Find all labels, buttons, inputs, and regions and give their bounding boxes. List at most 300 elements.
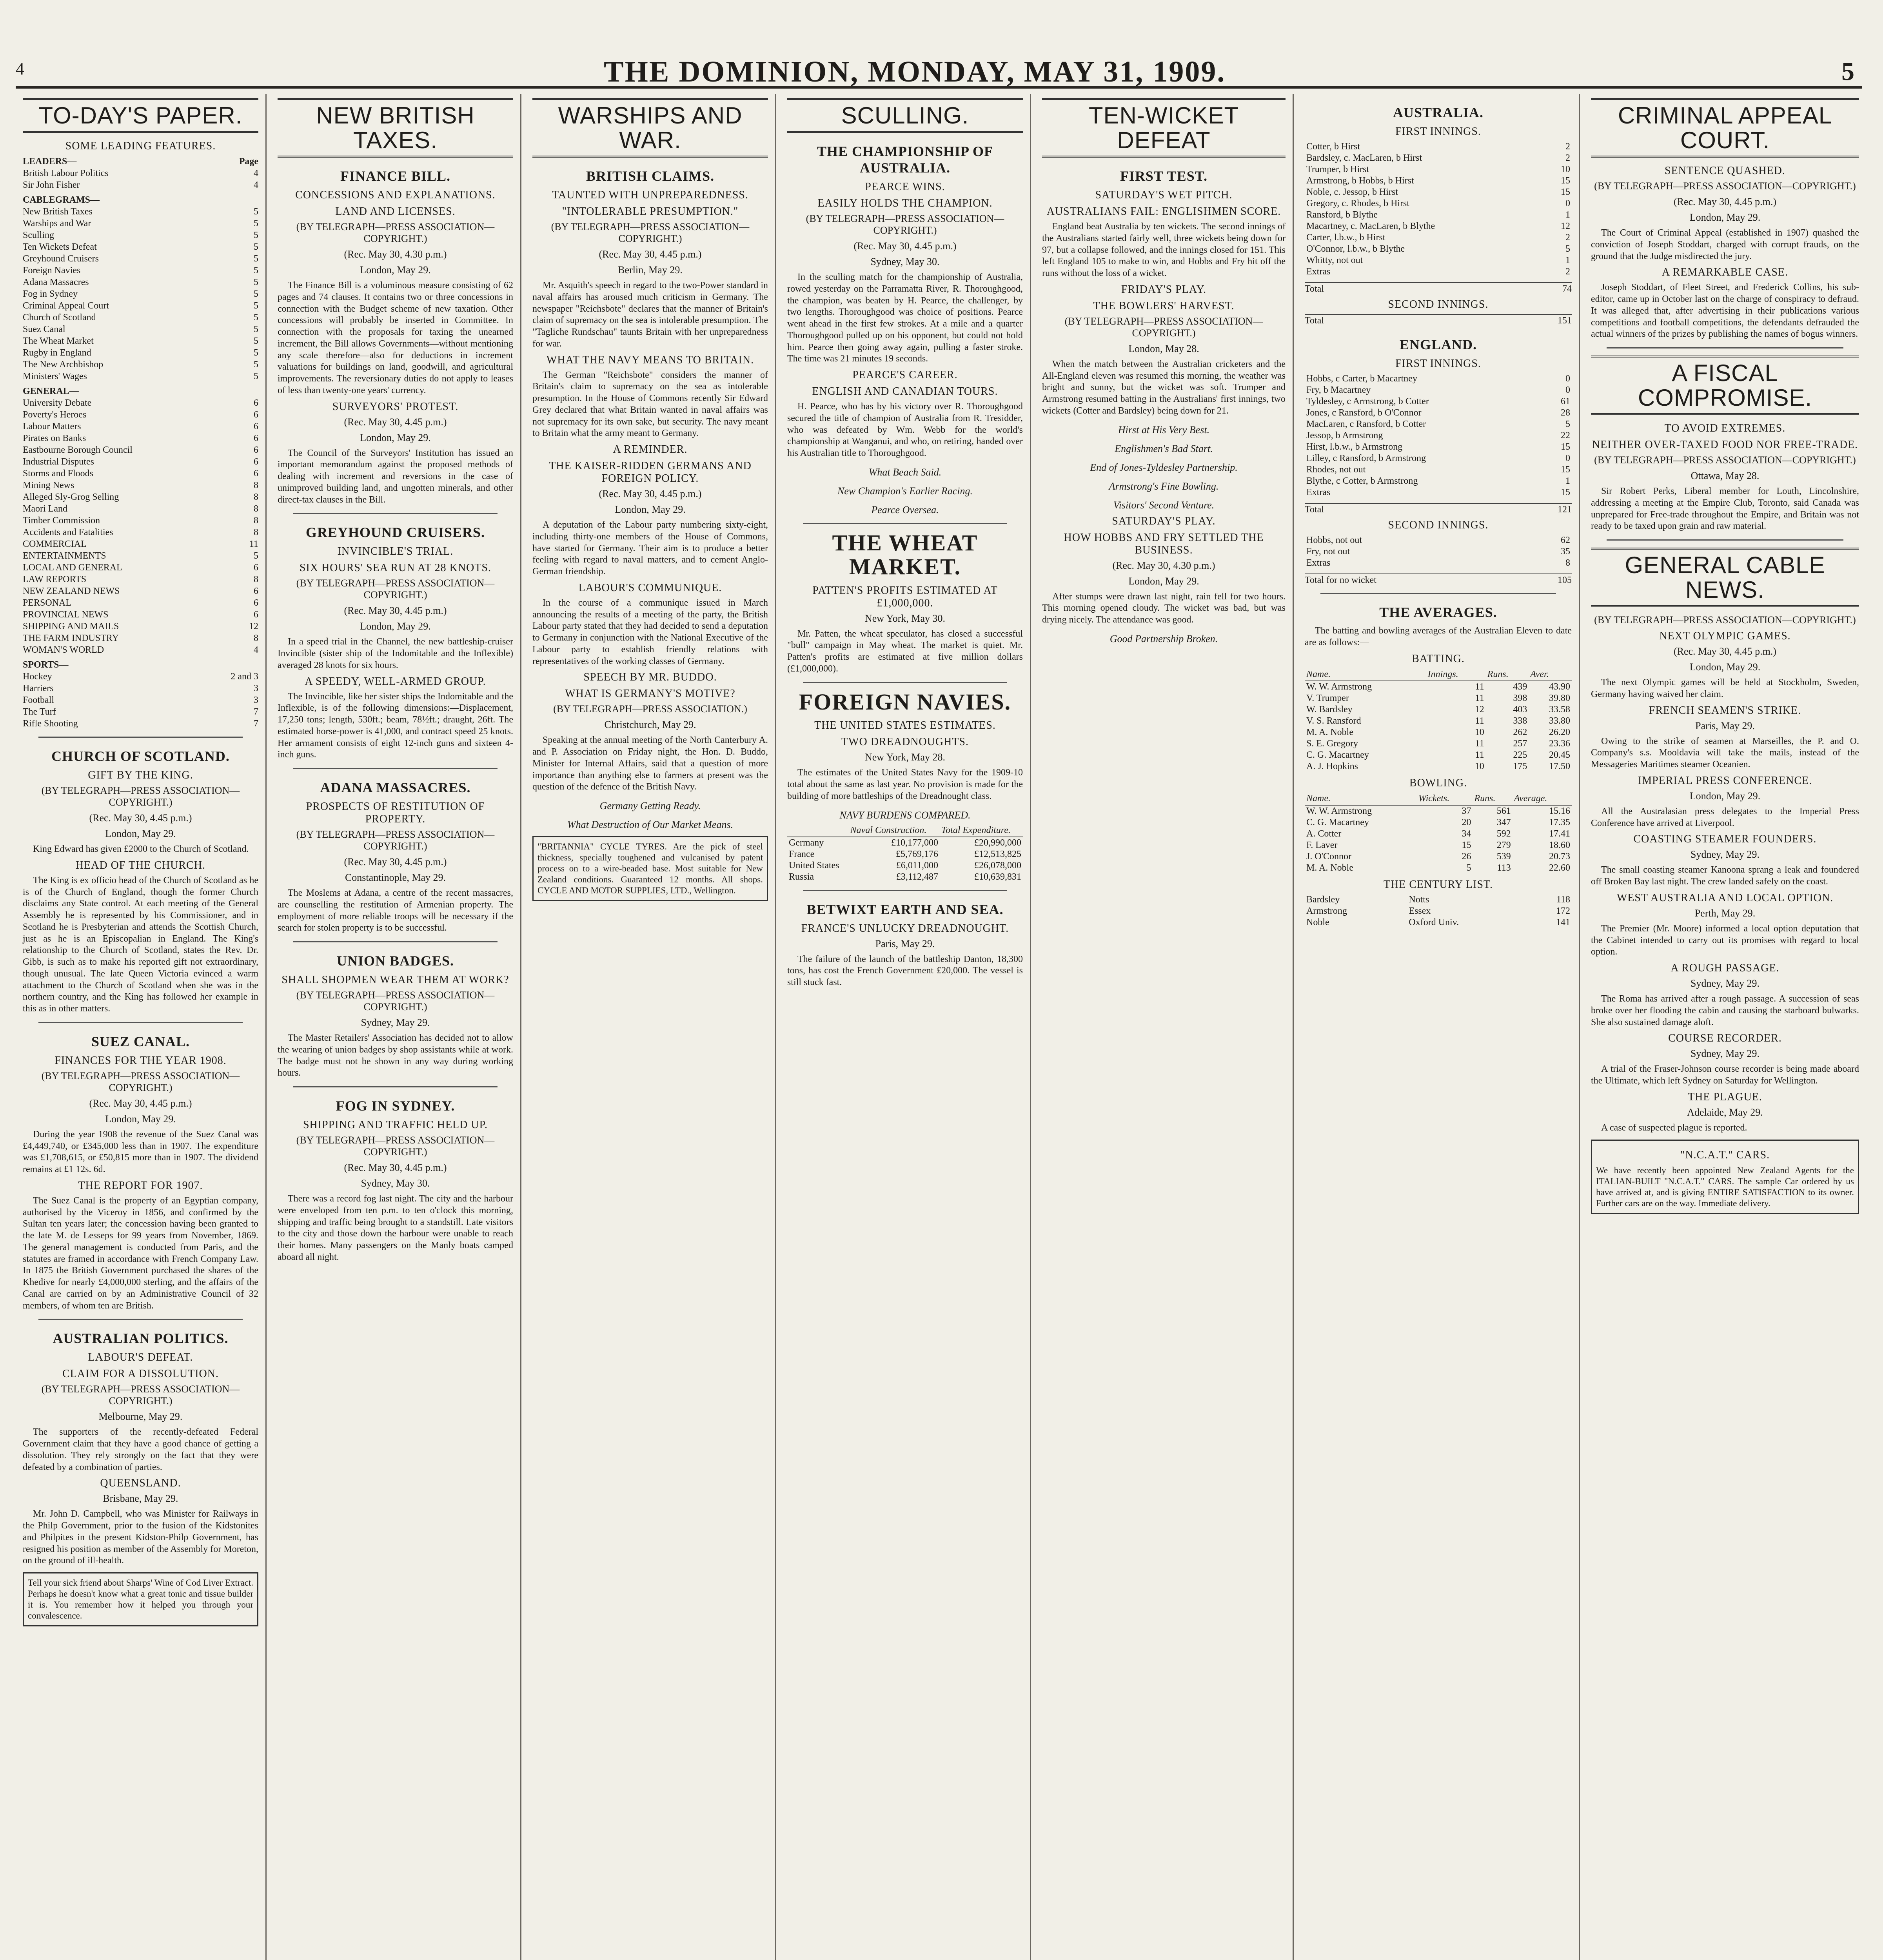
divider bbox=[1607, 347, 1843, 348]
table-header-row bbox=[787, 824, 1023, 837]
table-cell: 22.60 bbox=[1549, 862, 1570, 873]
contents-item-page: 7 bbox=[254, 707, 258, 717]
table-cell: 175 bbox=[1513, 761, 1527, 771]
table-cell: Trumper, b Hirst bbox=[1306, 164, 1369, 174]
table-header-cell: Wickets. bbox=[1417, 793, 1473, 805]
table-cell: Essex bbox=[1409, 906, 1431, 916]
table-cell: 262 bbox=[1513, 727, 1527, 737]
sculling-sub1b: PEARCE WINS. bbox=[865, 181, 945, 193]
contents-item-label: Ten Wickets Defeat bbox=[23, 242, 97, 252]
contents-item-page: 6 bbox=[254, 468, 258, 479]
plague-body: A case of suspected plague is reported. bbox=[1601, 1122, 1747, 1133]
contents-item-label: Rugby in England bbox=[23, 348, 91, 358]
masthead bbox=[16, 55, 1862, 89]
table-cell: 11 bbox=[1475, 750, 1484, 760]
contents-list bbox=[23, 156, 258, 730]
contents-item-label: Labour Matters bbox=[23, 421, 81, 432]
church-sub2: HEAD OF THE CHURCH. bbox=[75, 859, 206, 871]
table-cell: France bbox=[789, 849, 815, 859]
contents-item-page: 5 bbox=[254, 359, 258, 370]
table-cell: Hirst, l.b.w., b Armstrong bbox=[1306, 442, 1403, 452]
table-cell: W. W. Armstrong bbox=[1306, 681, 1372, 692]
table-row bbox=[1305, 187, 1572, 198]
table-cell: 1 bbox=[1565, 255, 1570, 265]
table-header-cell: Runs. bbox=[1486, 668, 1529, 681]
table-row bbox=[1305, 475, 1572, 487]
table-cell: 43.90 bbox=[1549, 681, 1570, 692]
table-cell: 39.80 bbox=[1549, 693, 1570, 703]
table-cell: 15 bbox=[1462, 840, 1471, 850]
divider bbox=[803, 523, 1007, 524]
contents-item-page: 8 bbox=[254, 574, 258, 584]
table-cell: 403 bbox=[1513, 704, 1527, 715]
table-cell: 338 bbox=[1513, 715, 1527, 726]
table-cell: Lilley, c Ransford, b Armstrong bbox=[1306, 453, 1426, 463]
table-row bbox=[1305, 715, 1572, 727]
warships-sub4b: THE KAISER-RIDDEN GERMANS AND FOREIGN POLICY. bbox=[549, 460, 752, 485]
table-row bbox=[1305, 430, 1572, 441]
table-row bbox=[1305, 266, 1572, 278]
fridays-play-body: When the match between the Australian cricketers and the All-England eleven was resumed this morning, the weather was bright and sunny, but the wicket was soft. Trumper and Armstrong resumed batting in the Australians' first innings, two wickets (Cotter and Bardsley) being down for 21. bbox=[1042, 359, 1286, 416]
table-cell: 5 bbox=[1466, 862, 1471, 873]
table-cell: £20,990,000 bbox=[974, 837, 1021, 848]
total-label: Total for no wicket bbox=[1305, 575, 1376, 585]
table-cell: 15 bbox=[1561, 176, 1570, 186]
contents-item-page: 7 bbox=[254, 719, 258, 729]
church-heading: CHURCH OF SCOTLAND. bbox=[51, 748, 230, 764]
contents-item bbox=[23, 265, 258, 276]
fog-credit: (BY TELEGRAPH—PRESS ASSOCIATION—COPYRIGHT.) bbox=[296, 1134, 495, 1158]
table-row bbox=[1305, 141, 1572, 152]
wheat-market-body: Mr. Patten, the wheat speculator, has closed a successful "bull" campaign in May wheat. The market is quiet. Mr. Patten's profits are estimated at five million dollars (£1,000,000). bbox=[787, 628, 1023, 674]
contents-item-label: LAW REPORTS bbox=[23, 574, 87, 584]
australian-politics-sub1b: CLAIM FOR A DISSOLUTION. bbox=[62, 1368, 219, 1380]
table-cell: Ransford, b Blythe bbox=[1306, 210, 1378, 220]
contents-item-page: 5 bbox=[254, 324, 258, 334]
contents-item bbox=[23, 229, 258, 241]
press-conference-heading: IMPERIAL PRESS CONFERENCE. bbox=[1638, 774, 1812, 787]
seamen-strike-heading: FRENCH SEAMEN'S STRIKE. bbox=[1649, 704, 1801, 717]
table-cell: 20 bbox=[1462, 817, 1471, 828]
sculling-sub2: EASILY HOLDS THE CHAMPION. bbox=[817, 197, 993, 209]
table-cell: 26.20 bbox=[1549, 727, 1570, 737]
seamen-strike-dateline: Paris, May 29. bbox=[1695, 720, 1755, 731]
cricket-sub6: End of Jones-Tyldesley Partnership. bbox=[1090, 461, 1238, 473]
table-cell: Extras bbox=[1306, 267, 1331, 277]
warships-body6: Speaking at the annual meeting of the North Canterbury A. and P. Association on Friday night, the Hon. D. Buddo, Minister for Internal Affairs, said that a question of more importance than anything else to farmers at present was the question of the defence of the British Navy. bbox=[532, 735, 768, 792]
contents-item bbox=[23, 621, 258, 632]
contents-item bbox=[23, 468, 258, 479]
table-cell: 18.60 bbox=[1549, 840, 1570, 850]
contents-item-label: British Labour Politics bbox=[23, 168, 109, 178]
contents-item bbox=[23, 550, 258, 562]
scoreboard-aus-title: AUSTRALIA. bbox=[1393, 105, 1484, 120]
table-cell: 2 bbox=[1565, 267, 1570, 277]
greyhound-sub2: A SPEEDY, WELL-ARMED GROUP. bbox=[305, 675, 486, 688]
table-cell: Notts bbox=[1409, 894, 1429, 905]
saturdays-play-sub: HOW HOBBS AND FRY SETTLED THE BUSINESS. bbox=[1064, 531, 1264, 556]
contents-item-label: WOMAN'S WORLD bbox=[23, 645, 104, 655]
table-cell: 11 bbox=[1475, 738, 1484, 749]
table-row bbox=[1305, 704, 1572, 715]
cricket-sub5: Englishmen's Bad Start. bbox=[1115, 443, 1213, 454]
contents-item-label: PERSONAL bbox=[23, 598, 72, 608]
table-cell: Fry, b Macartney bbox=[1306, 385, 1371, 395]
remarkable-case-heading: A REMARKABLE CASE. bbox=[1661, 266, 1789, 279]
contents-item-label: Sculling bbox=[23, 230, 54, 240]
contents-item-label: Adana Massacres bbox=[23, 277, 89, 287]
contents-item-page: 6 bbox=[254, 598, 258, 608]
contents-item-label: CABLEGRAMS— bbox=[23, 195, 100, 205]
table-cell: Cotter, b Hirst bbox=[1306, 142, 1360, 152]
contents-item-page: 5 bbox=[254, 312, 258, 323]
warships-body4: A deputation of the Labour party numbering sixty-eight, including thirty-one members of the House of Commons, have started for Germany. Their aim is to produce a better feeling with regard to naval matters, and to cement Anglo-German friendship. bbox=[532, 520, 768, 577]
table-row bbox=[1305, 464, 1572, 475]
warships-dateline6: Christchurch, May 29. bbox=[604, 719, 696, 731]
criminal-appeal-dateline: London, May 29. bbox=[1689, 212, 1761, 223]
table-cell: Bardsley, c. MacLaren, b Hirst bbox=[1306, 153, 1422, 163]
contents-item bbox=[23, 370, 258, 382]
contents-item bbox=[23, 312, 258, 323]
contents-item-page: 3 bbox=[254, 683, 258, 693]
total-value: 105 bbox=[1558, 575, 1572, 585]
new-british-taxes-sub2: LAND AND LICENSES. bbox=[335, 205, 456, 218]
surveyors-dateline: London, May 29. bbox=[360, 432, 431, 443]
contents-item-label: Maori Land bbox=[23, 504, 67, 514]
criminal-appeal-credit: (BY TELEGRAPH—PRESS ASSOCIATION—COPYRIGHT.) bbox=[1594, 180, 1856, 192]
averages-heading: THE AVERAGES. bbox=[1379, 604, 1497, 620]
table-cell: Blythe, c Cotter, b Armstrong bbox=[1306, 476, 1418, 486]
sculling-credit: (BY TELEGRAPH—PRESS ASSOCIATION—COPYRIGHT.) bbox=[806, 213, 1004, 236]
contents-item bbox=[23, 644, 258, 656]
contents-item bbox=[23, 444, 258, 456]
table-cell: 12 bbox=[1474, 704, 1484, 715]
contents-item-label: SHIPPING AND MAILS bbox=[23, 621, 119, 632]
greyhound-sub1: INVINCIBLE'S TRIAL. bbox=[337, 545, 454, 558]
navy-burdens-table bbox=[787, 824, 1023, 883]
table-cell: 172 bbox=[1556, 906, 1570, 916]
cricket-sub7: Armstrong's Fine Bowling. bbox=[1109, 480, 1219, 492]
fiscal-sub2: NEITHER OVER-TAXED FOOD NOR FREE-TRADE. bbox=[1592, 439, 1858, 451]
contents-item-label: Foreign Navies bbox=[23, 265, 81, 276]
contents-item-page: 5 bbox=[254, 242, 258, 252]
contents-item bbox=[23, 397, 258, 409]
suez-sub2: THE REPORT FOR 1907. bbox=[78, 1179, 203, 1192]
criminal-appeal-sub1: SENTENCE QUASHED. bbox=[1665, 165, 1785, 177]
table-cell: 17.50 bbox=[1549, 761, 1570, 771]
table-header-row bbox=[1305, 793, 1572, 805]
table-cell: Hobbs, not out bbox=[1306, 535, 1362, 545]
column-7 bbox=[1584, 94, 1866, 1960]
contents-item bbox=[23, 718, 258, 730]
olympic-body: The next Olympic games will be held at Stockholm, Sweden, Germany having waived her claim. bbox=[1591, 677, 1859, 699]
table-header-cell: Aver. bbox=[1529, 668, 1572, 681]
contents-item-page: 6 bbox=[254, 457, 258, 467]
table-cell: Armstrong bbox=[1306, 906, 1347, 916]
contents-item-label: Accidents and Fatalities bbox=[23, 527, 113, 537]
greyhound-received: (Rec. May 30, 4.45 p.m.) bbox=[344, 605, 447, 617]
table-row bbox=[1305, 862, 1572, 874]
fog-sub1: SHIPPING AND TRAFFIC HELD UP. bbox=[303, 1119, 488, 1131]
union-badges-heading: UNION BADGES. bbox=[336, 953, 454, 969]
church-credit: (BY TELEGRAPH—PRESS ASSOCIATION—COPYRIGHT.) bbox=[41, 785, 240, 808]
fiscal-body: Sir Robert Perks, Liberal member for Louth, Lincolnshire, addressing a meeting at the Empire Club, Toronto, said Canada was unprepared for Free-trade throughout the Empire, and Britain was not ready to be taxed upon grain and raw material. bbox=[1591, 486, 1859, 532]
adana-heading: ADANA MASSACRES. bbox=[320, 780, 471, 795]
divider bbox=[1320, 593, 1556, 594]
contents-item-page: 5 bbox=[254, 277, 258, 287]
table-cell: £10,177,000 bbox=[891, 837, 939, 848]
contents-item-label: Eastbourne Borough Council bbox=[23, 445, 133, 455]
fiscal-dateline: Ottawa, May 28. bbox=[1691, 470, 1760, 481]
contents-item bbox=[23, 179, 258, 191]
contents-item-label: Greyhound Cruisers bbox=[23, 254, 99, 264]
contents-item-page: 4 bbox=[254, 180, 258, 190]
coasting-steamer-dateline: Sydney, May 29. bbox=[1691, 849, 1760, 860]
sculling-body: In the sculling match for the championship of Australia, rowed yesterday on the Parramatta River, R. Thoroughgood, the champion, was beaten by H. Pearce, the challenger, by two lengths. Thoroughgood was choice of positions. Pearce went ahead in the first few strokes. At a mile and a quarter Thoroughgood pulled up on his opponent, but could not hold him. Pearce then going away again, pulling a faster stroke. The time was 21 minutes 19 seconds. bbox=[787, 272, 1023, 364]
table-header-cell: Naval Construction. bbox=[849, 824, 940, 837]
table-cell: C. G. Macartney bbox=[1306, 750, 1369, 760]
table-cell: 539 bbox=[1496, 851, 1511, 862]
contents-item bbox=[23, 335, 258, 347]
contents-item-page: 5 bbox=[254, 371, 258, 381]
table-cell: 0 bbox=[1565, 453, 1570, 463]
divider bbox=[38, 1022, 243, 1023]
pearce-career-body: H. Pearce, who has by his victory over R. Thoroughgood secured the title of champion of Australia from R. Tresidder, who was defeated by Wm. Webb for the world's championship at Wanganui, and who, on retiring, handed over his Australian title to Thoroughgood. bbox=[787, 401, 1023, 458]
contents-item-page: 5 bbox=[254, 265, 258, 276]
table-row bbox=[1305, 761, 1572, 772]
table-cell: Whitty, not out bbox=[1306, 255, 1363, 265]
contents-item bbox=[23, 409, 258, 421]
contents-item bbox=[23, 156, 258, 167]
table-header-cell: Runs. bbox=[1473, 793, 1513, 805]
table-cell: 61 bbox=[1561, 396, 1570, 407]
surveyors-heading: SURVEYORS' PROTEST. bbox=[332, 400, 459, 413]
scoreboard-eng-first bbox=[1305, 373, 1572, 498]
divider bbox=[803, 682, 1007, 683]
table-row bbox=[1305, 164, 1572, 175]
contents-item-label: Criminal Appeal Court bbox=[23, 301, 109, 311]
contents-item bbox=[23, 503, 258, 515]
suez-received: (Rec. May 30, 4.45 p.m.) bbox=[89, 1097, 192, 1109]
new-british-taxes-body: The Finance Bill is a voluminous measure consisting of 62 pages and 74 clauses. It contains two or three concessions in connection with the Budget scheme of new taxation. Other concessions will probably be inserted in Committee. In connection with the proposals for taxing the unearned increment, the Bill allows Governments—without mentioning any scale therefore—also for deductions in increment valuations for buildings on land, goodwill, and agricultural improvements. The reversionary duties do not apply to leases of less than twenty-one years' currency. bbox=[278, 280, 513, 396]
olympic-dateline: London, May 29. bbox=[1689, 661, 1761, 673]
cricket-sub1b: SATURDAY'S WET PITCH. bbox=[1095, 189, 1233, 201]
foreign-navies-dateline: New York, May 28. bbox=[864, 751, 946, 763]
press-conference-body: All the Australasian press delegates to the Imperial Press Conference have arrived at Liverpool. bbox=[1591, 806, 1859, 828]
table-cell: 0 bbox=[1565, 385, 1570, 395]
contents-item-page: 5 bbox=[254, 348, 258, 358]
warships-sub8: What Destruction of Our Market Means. bbox=[567, 819, 734, 830]
contents-item-label: Suez Canal bbox=[23, 324, 65, 334]
contents-item bbox=[23, 253, 258, 265]
table-cell: £12,513,825 bbox=[974, 849, 1021, 859]
table-row bbox=[1305, 209, 1572, 221]
contents-item-page: 5 bbox=[254, 207, 258, 217]
saturdays-play-body: After stumps were drawn last night, rain fell for two hours. This morning opened cloudy. The wicket was bad, but was drying nicely. The attendance was good. bbox=[1042, 591, 1286, 625]
wheat-market-sub: PATTEN'S PROFITS ESTIMATED AT £1,000,000. bbox=[812, 584, 998, 609]
table-row bbox=[1305, 693, 1572, 704]
divider bbox=[293, 513, 498, 514]
table-cell: £6,011,000 bbox=[896, 860, 939, 871]
todays-paper-heading: TO-DAY'S PAPER. bbox=[23, 98, 258, 133]
table-row bbox=[1305, 221, 1572, 232]
advertisement-sharps: Tell your sick friend about Sharps' Wine of Cod Liver Extract. Perhaps he doesn't know what a great tonic and tissue builder it is. You remember how it helped you through your convalescence. bbox=[23, 1572, 258, 1626]
contents-item-label: LEADERS— bbox=[23, 156, 77, 167]
table-row bbox=[1305, 805, 1572, 817]
contents-item bbox=[23, 659, 258, 671]
table-cell: 11 bbox=[1475, 681, 1484, 692]
union-badges-dateline: Sydney, May 29. bbox=[361, 1017, 430, 1028]
warships-received4: (Rec. May 30, 4.45 p.m.) bbox=[599, 488, 702, 499]
table-cell: 279 bbox=[1496, 840, 1511, 850]
warships-credit6: (BY TELEGRAPH—PRESS ASSOCIATION.) bbox=[553, 703, 747, 715]
table-cell: 20.73 bbox=[1549, 851, 1570, 862]
betwixt-sub: FRANCE'S UNLUCKY DREADNOUGHT. bbox=[801, 922, 1009, 935]
cricket-sub1: FIRST TEST. bbox=[1120, 168, 1208, 184]
contents-item-page: 8 bbox=[254, 504, 258, 514]
cricket-body: England beat Australia by ten wickets. The second innings of the Australians started fairly well, three wickets being down for 97, but a collapse followed, and the innings closed for 151. This left England 105 to make to win, and Hobbs and Fry hit off the runs without the loss of a wicket. bbox=[1042, 221, 1286, 278]
column-4 bbox=[780, 94, 1031, 1960]
table-cell: 10 bbox=[1474, 727, 1484, 737]
warships-credit: (BY TELEGRAPH—PRESS ASSOCIATION—COPYRIGHT.) bbox=[551, 221, 750, 244]
table-cell: J. O'Connor bbox=[1306, 851, 1351, 862]
table-header-cell bbox=[787, 824, 849, 837]
table-row bbox=[1305, 243, 1572, 255]
table-cell: Extras bbox=[1306, 487, 1331, 497]
contents-item-page: 6 bbox=[254, 421, 258, 432]
saturdays-play-dateline: London, May 29. bbox=[1128, 575, 1199, 587]
contents-item-page: 5 bbox=[254, 289, 258, 299]
contents-item bbox=[23, 609, 258, 621]
batting-averages-table bbox=[1305, 668, 1572, 772]
sculling-heading: SCULLING. bbox=[787, 98, 1023, 133]
column-2 bbox=[271, 94, 521, 1960]
foreign-navies-sub2: TWO DREADNOUGHTS. bbox=[841, 736, 969, 748]
press-conference-dateline: London, May 29. bbox=[1689, 790, 1761, 802]
olympic-heading: NEXT OLYMPIC GAMES. bbox=[1659, 630, 1791, 642]
table-row bbox=[1305, 396, 1572, 407]
table-cell: O'Connor, l.b.w., b Blythe bbox=[1306, 244, 1405, 254]
century-title: THE CENTURY LIST. bbox=[1383, 878, 1493, 891]
contents-item-page: 5 bbox=[254, 551, 258, 561]
olympic-received: (Rec. May 30, 4.45 p.m.) bbox=[1673, 646, 1777, 657]
table-row bbox=[1305, 851, 1572, 862]
warships-sub4: A REMINDER. bbox=[613, 443, 688, 456]
table-row bbox=[1305, 453, 1572, 464]
table-cell: 12 bbox=[1561, 221, 1570, 231]
warships-body3: The German "Reichsbote" considers the manner of Britain's claim to supremacy on the sea as intolerable presumption. In the House of Commons recently Sir Edward Grey declared that what Britain wanted in naval affairs was not supremacy for its own sake, but security. The navy meant to Britain what the army meant to Germany. bbox=[532, 370, 768, 439]
contents-item-label: Harriers bbox=[23, 683, 54, 693]
contents-item-page: 5 bbox=[254, 336, 258, 346]
saturdays-play-received: (Rec. May 30, 4.30 p.m.) bbox=[1112, 559, 1215, 571]
fiscal-credit: (BY TELEGRAPH—PRESS ASSOCIATION—COPYRIGHT.) bbox=[1594, 454, 1856, 466]
table-cell: 23.36 bbox=[1549, 738, 1570, 749]
contents-item-page: 4 bbox=[254, 645, 258, 655]
contents-item-label: PROVINCIAL NEWS bbox=[23, 610, 109, 620]
todays-paper-subheading: SOME LEADING FEATURES. bbox=[65, 140, 216, 152]
table-cell: V. S. Ransford bbox=[1306, 715, 1361, 726]
contents-item-label: Poverty's Heroes bbox=[23, 410, 87, 420]
criminal-appeal-heading: CRIMINAL APPEAL COURT. bbox=[1591, 98, 1859, 158]
criminal-appeal-received: (Rec. May 30, 4.45 p.m.) bbox=[1673, 196, 1777, 207]
cricket-sub8: Visitors' Second Venture. bbox=[1113, 499, 1215, 511]
contents-item bbox=[23, 288, 258, 300]
contents-item bbox=[23, 671, 258, 682]
foreign-navies-heading: FOREIGN NAVIES. bbox=[799, 689, 1011, 715]
table-cell: 17.41 bbox=[1549, 828, 1570, 839]
page-number: 5 bbox=[1841, 57, 1854, 86]
contents-item-label: The Turf bbox=[23, 707, 56, 717]
foreign-navies-sub: THE UNITED STATES ESTIMATES. bbox=[814, 719, 996, 732]
table-cell: Noble, c. Jessop, b Hirst bbox=[1306, 187, 1398, 197]
column-6 bbox=[1298, 94, 1580, 1960]
table-cell: 35 bbox=[1561, 546, 1570, 557]
warships-dateline: Berlin, May 29. bbox=[618, 264, 683, 276]
warships-sub6: SPEECH BY MR. BUDDO. bbox=[583, 671, 717, 684]
contents-item bbox=[23, 632, 258, 644]
table-cell: Jones, c Ransford, b O'Connor bbox=[1306, 408, 1422, 418]
divider bbox=[38, 737, 243, 738]
total-label: Total bbox=[1305, 284, 1324, 294]
table-cell: A. Cotter bbox=[1306, 828, 1342, 839]
scoreboard-eng-second-total bbox=[1305, 573, 1572, 586]
table-header-cell: Average. bbox=[1513, 793, 1572, 805]
contents-item-label: NEW ZEALAND NEWS bbox=[23, 586, 120, 596]
warships-dateline4: London, May 29. bbox=[615, 504, 686, 515]
church-sub1: GIFT BY THE KING. bbox=[88, 769, 193, 781]
contents-item bbox=[23, 706, 258, 718]
contents-item bbox=[23, 276, 258, 288]
table-cell: 33.58 bbox=[1549, 704, 1570, 715]
contents-item-page: 12 bbox=[249, 621, 258, 632]
criminal-appeal-body: The Court of Criminal Appeal (established in 1907) quashed the conviction of Joseph Stoddart, charged with corrupt frauds, on the ground that the Judge misdirected the jury. bbox=[1591, 228, 1859, 261]
contents-item-label: COMMERCIAL bbox=[23, 539, 87, 549]
table-cell: £5,769,176 bbox=[896, 849, 939, 859]
contents-item bbox=[23, 538, 258, 550]
seamen-strike-body: Owing to the strike of seamen at Marseilles, the P. and O. Company's s.s. Mooldavia will take the mails, instead of the Messageries Maritimes steamer Oceanien. bbox=[1591, 736, 1859, 769]
scoreboard-eng-first-total bbox=[1305, 503, 1572, 515]
contents-item-label: Ministers' Wages bbox=[23, 371, 87, 381]
table-cell: F. Laver bbox=[1306, 840, 1338, 850]
table-row bbox=[1305, 232, 1572, 243]
advertisement-ncat-cars bbox=[1591, 1140, 1859, 1214]
page-number-left: 4 bbox=[16, 59, 25, 78]
betwixt-dateline: Paris, May 29. bbox=[875, 938, 935, 949]
contents-item bbox=[23, 206, 258, 218]
table-cell: 2 bbox=[1565, 142, 1570, 152]
pearce-career-sub: ENGLISH AND CANADIAN TOURS. bbox=[812, 385, 998, 397]
scoreboard-eng-title: ENGLAND. bbox=[1399, 337, 1477, 352]
australian-politics-credit: (BY TELEGRAPH—PRESS ASSOCIATION—COPYRIGHT.) bbox=[41, 1383, 240, 1407]
contents-item bbox=[23, 694, 258, 706]
warships-sub2: "INTOLERABLE PRESUMPTION." bbox=[562, 205, 739, 218]
table-cell: 0 bbox=[1565, 198, 1570, 209]
table-cell: 5 bbox=[1565, 419, 1570, 429]
australian-politics-body: The supporters of the recently-defeated Federal Government claim that they have a good chance of getting a dissolution. They rely strongly on the fact that they were defeated by a combination of parties. bbox=[23, 1427, 258, 1472]
contents-item-label: Alleged Sly-Grog Selling bbox=[23, 492, 119, 502]
table-row bbox=[1305, 175, 1572, 187]
local-option-heading: WEST AUSTRALIA AND LOCAL OPTION. bbox=[1616, 891, 1834, 904]
contents-item-page: 6 bbox=[254, 586, 258, 596]
column-3 bbox=[525, 94, 776, 1960]
table-row bbox=[1305, 727, 1572, 738]
fog-dateline: Sydney, May 30. bbox=[361, 1178, 430, 1189]
cable-news-heading: GENERAL CABLE NEWS. bbox=[1591, 548, 1859, 607]
coasting-steamer-body: The small coasting steamer Kanoona sprang a leak and foundered off Broken Bay last night. The crew landed safely on the coast. bbox=[1591, 865, 1859, 887]
contents-item-label: ENTERTAINMENTS bbox=[23, 551, 106, 561]
cricket-heading: TEN-WICKET DEFEAT bbox=[1042, 98, 1286, 158]
contents-item bbox=[23, 385, 258, 397]
